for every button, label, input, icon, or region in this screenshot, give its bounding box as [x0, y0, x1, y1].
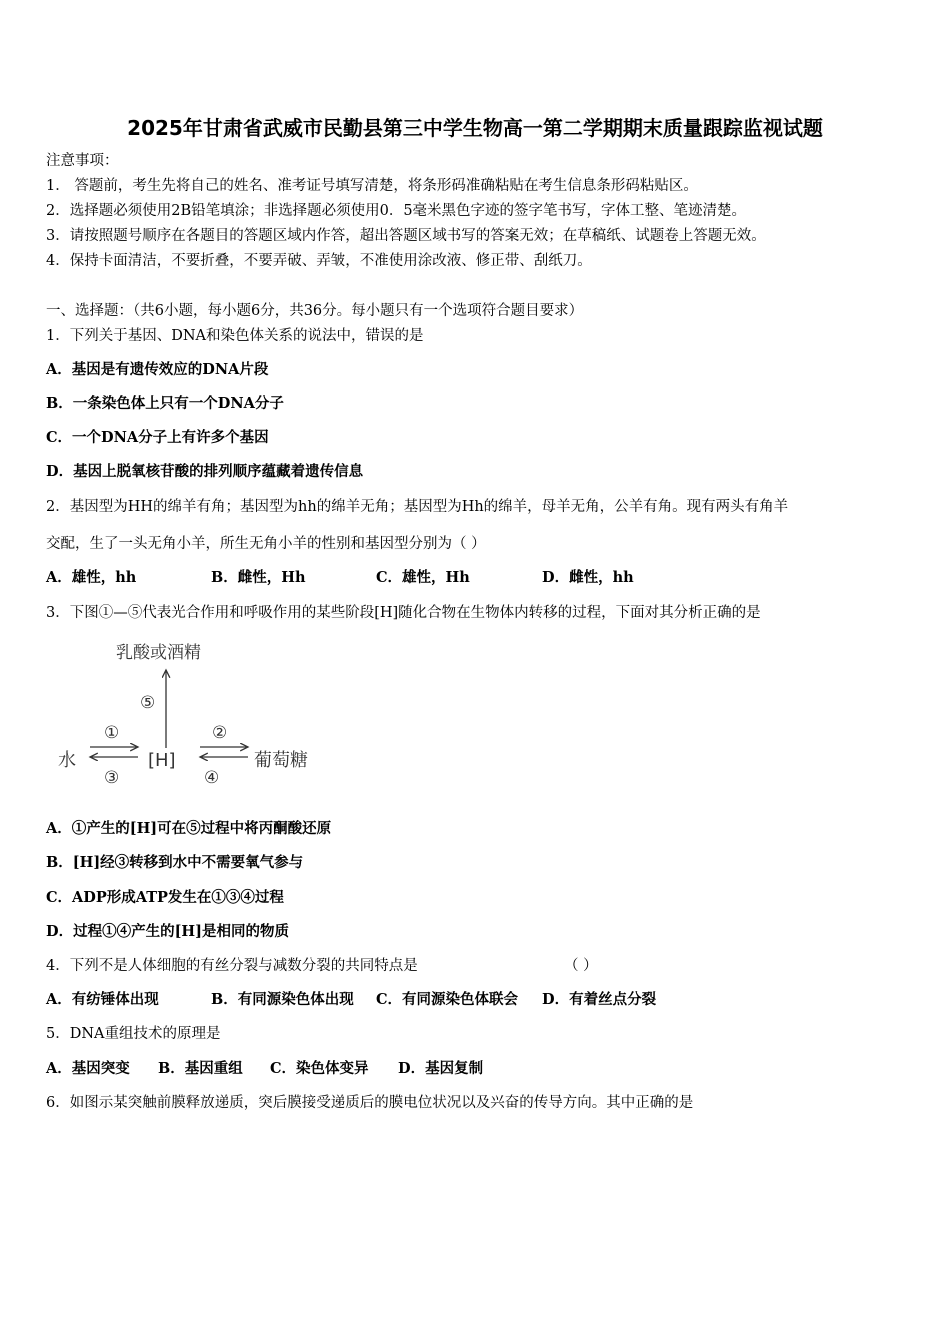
diagram-num-4: ④: [204, 768, 220, 788]
q2-option-d: D．雌性，hh: [542, 569, 634, 586]
q3-option-a: A．①产生的[H]可在⑤过程中将丙酮酸还原: [46, 820, 332, 837]
section-heading: 一、选择题：（共6小题，每小题6分，共36分。每小题只有一个选项符合题目要求）: [46, 303, 584, 319]
q4-option-a: A．有纺锤体出现: [46, 991, 159, 1008]
q2-option-a: A．雄性，hh: [46, 569, 137, 586]
q4-option-b: B．有同源染色体出现: [211, 991, 354, 1008]
q1-stem: 1．下列关于基因、DNA和染色体关系的说法中，错误的是: [46, 328, 424, 344]
h-transfer-diagram: [52, 636, 342, 796]
q1-option-d: D．基因上脱氧核苷酸的排列顺序蕴藏着遗传信息: [46, 463, 364, 480]
diagram-label-h: [H]: [148, 750, 176, 771]
q3-option-c: C．ADP形成ATP发生在①③④过程: [46, 889, 284, 906]
q3-option-d: D．过程①④产生的[H]是相同的物质: [46, 923, 289, 940]
q3-stem: 3．下图①—⑤代表光合作用和呼吸作用的某些阶段[H]随化合物在生物体内转移的过程，下面对其分析正确的是: [46, 605, 761, 621]
diagram-label-water: 水: [58, 750, 76, 771]
q4-stem: 4．下列不是人体细胞的有丝分裂与减数分裂的共同特点是: [46, 958, 418, 974]
q5-option-a: A．基因突变: [46, 1060, 130, 1077]
q1-option-b: B．一条染色体上只有一个DNA分子: [46, 395, 284, 412]
q2-stem-line1: 2．基因型为HH的绵羊有角；基因型为hh的绵羊无角；基因型为Hh的绵羊，母羊无角，公羊有角。现有两头有角羊: [46, 499, 789, 515]
q4-option-c: C．有同源染色体联会: [376, 991, 519, 1008]
q2-option-c: C．雄性，Hh: [376, 569, 470, 586]
q5-option-c: C．染色体变异: [270, 1060, 369, 1077]
diagram-label-glucose: 葡萄糖: [254, 750, 308, 771]
q3-option-b: B．[H]经③转移到水中不需要氧气参与: [46, 854, 304, 871]
notice-item-4: 4．保持卡面清洁，不要折叠，不要弄破、弄皱，不准使用涂改液、修正带、刮纸刀。: [46, 253, 592, 269]
q5-option-b: B．基因重组: [158, 1060, 243, 1077]
notice-heading: 注意事项：: [46, 153, 119, 169]
q4-option-d: D．有着丝点分裂: [542, 991, 657, 1008]
diagram-label-top: 乳酸或酒精: [116, 643, 201, 663]
diagram-num-5: ⑤: [140, 693, 156, 713]
page-title: 2025年甘肃省武威市民勤县第三中学生物高一第二学期期末质量跟踪监视试题: [127, 116, 823, 140]
q2-stem-line2: 交配，生了一头无角小羊，所生无角小羊的性别和基因型分别为（ ）: [46, 536, 486, 552]
notice-item-1: 1． 答题前，考生先将自己的姓名、准考证号填写清楚，将条形码准确粘贴在考生信息条形码粘贴区。: [46, 178, 698, 194]
diagram-num-1: ①: [104, 723, 120, 743]
q1-option-c: C．一个DNA分子上有许多个基因: [46, 429, 269, 446]
q2-option-b: B．雌性，Hh: [211, 569, 306, 586]
q5-option-d: D．基因复制: [398, 1060, 484, 1077]
q6-stem: 6．如图示某突触前膜释放递质，突后膜接受递质后的膜电位状况以及兴奋的传导方向。其中正确的是: [46, 1095, 694, 1111]
notice-item-3: 3．请按照题号顺序在各题目的答题区域内作答，超出答题区域书写的答案无效；在草稿纸、试题卷上答题无效。: [46, 228, 766, 244]
diagram-num-2: ②: [212, 723, 228, 743]
diagram-num-3: ③: [104, 768, 120, 788]
q4-answer-blank: （ ）: [564, 958, 598, 974]
q1-option-a: A．基因是有遗传效应的DNA片段: [46, 361, 269, 378]
notice-item-2: 2．选择题必须使用2B铅笔填涂；非选择题必须使用0．5毫米黑色字迹的签字笔书写，字体工整、笔迹清楚。: [46, 203, 747, 219]
q5-stem: 5．DNA重组技术的原理是: [46, 1026, 221, 1042]
